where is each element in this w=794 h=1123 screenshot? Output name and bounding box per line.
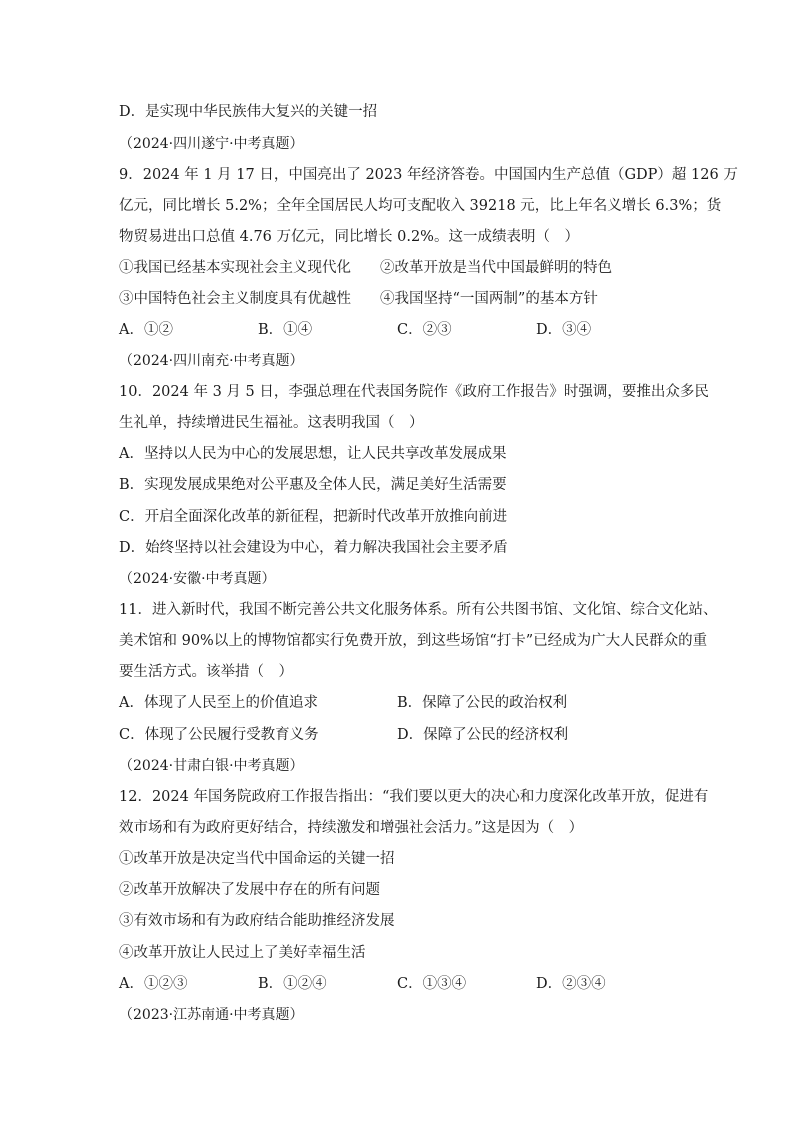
q9-choice-b: B．①④ [258,322,313,338]
q9-statement-4: ④我国坚持“一国两制”的基本方针 [380,291,598,307]
q11-choice-b: B．保障了公民的政治权利 [397,695,568,711]
q12-stem-line-1: 12．2024 年国务院政府工作报告指出：“我们要以更大的决心和力度深化改革开放，促进有 [119,789,709,805]
q10-choice-d: D．始终坚持以社会建设为中心，着力解决我国社会主要矛盾 [119,540,508,556]
q12-choice-a: A．①②③ [119,976,188,992]
q11-choice-a: A．体现了人民至上的价值追求 [119,695,318,711]
q10-choice-b: B．实现发展成果绝对公平惠及全体人民，满足美好生活需要 [119,477,507,493]
q12-statement-1: ①改革开放是决定当代中国命运的关键一招 [119,851,395,867]
q11-choice-c: C．体现了公民履行受教育义务 [119,727,319,743]
q11-stem-line-3: 要生活方式。该举措（ ） [119,664,293,680]
q12-stem-line-2: 效市场和有为政府更好结合，持续激发和增强社会活力。”这是因为（ ） [119,820,584,836]
q8-source: （2024·四川遂宁·中考真题） [119,136,304,152]
q9-stem-line-3: 物贸易进出口总值 4.76 万亿元，同比增长 0.2%。这一成绩表明（ ） [119,229,579,245]
q9-statement-3: ③中国特色社会主义制度具有优越性 [119,291,351,307]
q10-stem-line-2: 生礼单，持续增进民生福祉。这表明我国（ ） [119,415,424,431]
q10-choice-a: A．坚持以人民为中心的发展思想，让人民共享改革发展成果 [119,446,507,462]
q9-stem-line-2: 亿元，同比增长 5.2%；全年全国居民人均可支配收入 39218 元，比上年名义增长 6.3%；货 [119,198,722,214]
q9-choice-d: D．③④ [536,322,592,338]
q11-source: （2024·甘肃白银·中考真题） [119,758,304,774]
q10-stem-line-1: 10．2024 年 3 月 5 日，李强总理在代表国务院作《政府工作报告》时强调，要推出众多民 [119,384,709,400]
q9-statement-1: ①我国已经基本实现社会主义现代化 [119,260,351,276]
q12-choice-c: C．①③④ [397,976,467,992]
q10-source: （2024·安徽·中考真题） [119,571,276,587]
q11-choice-d: D．保障了公民的经济权利 [397,727,569,743]
q10-choice-c: C．开启全面深化改革的新征程，把新时代改革开放推向前进 [119,509,508,525]
q9-source: （2024·四川南充·中考真题） [119,353,304,369]
q12-statement-3: ③有效市场和有为政府结合能助推经济发展 [119,913,395,929]
q12-statement-4: ④改革开放让人民过上了美好幸福生活 [119,945,366,961]
q8-option-d: D．是实现中华民族伟大复兴的关键一招 [119,104,378,120]
q12-statement-2: ②改革开放解决了发展中存在的所有问题 [119,882,380,898]
q11-stem-line-2: 美术馆和 90%以上的博物馆都实行免费开放，到这些场馆“打卡”已经成为广大人民群众的重 [119,633,708,649]
q9-choice-a: A．①② [119,322,173,338]
q12-choice-b: B．①②④ [258,976,327,992]
q9-statement-2: ②改革开放是当代中国最鲜明的特色 [380,260,612,276]
q9-choice-c: C．②③ [397,322,452,338]
q12-source: （2023·江苏南通·中考真题） [119,1007,304,1023]
q9-stem-line-1: 9．2024 年 1 月 17 日，中国亮出了 2023 年经济答卷。中国国内生产总值（GDP）超 126 万 [119,167,738,183]
q12-choice-d: D．②③④ [536,976,606,992]
q11-stem-line-1: 11．进入新时代，我国不断完善公共文化服务体系。所有公共图书馆、文化馆、综合文化站、 [119,602,718,618]
